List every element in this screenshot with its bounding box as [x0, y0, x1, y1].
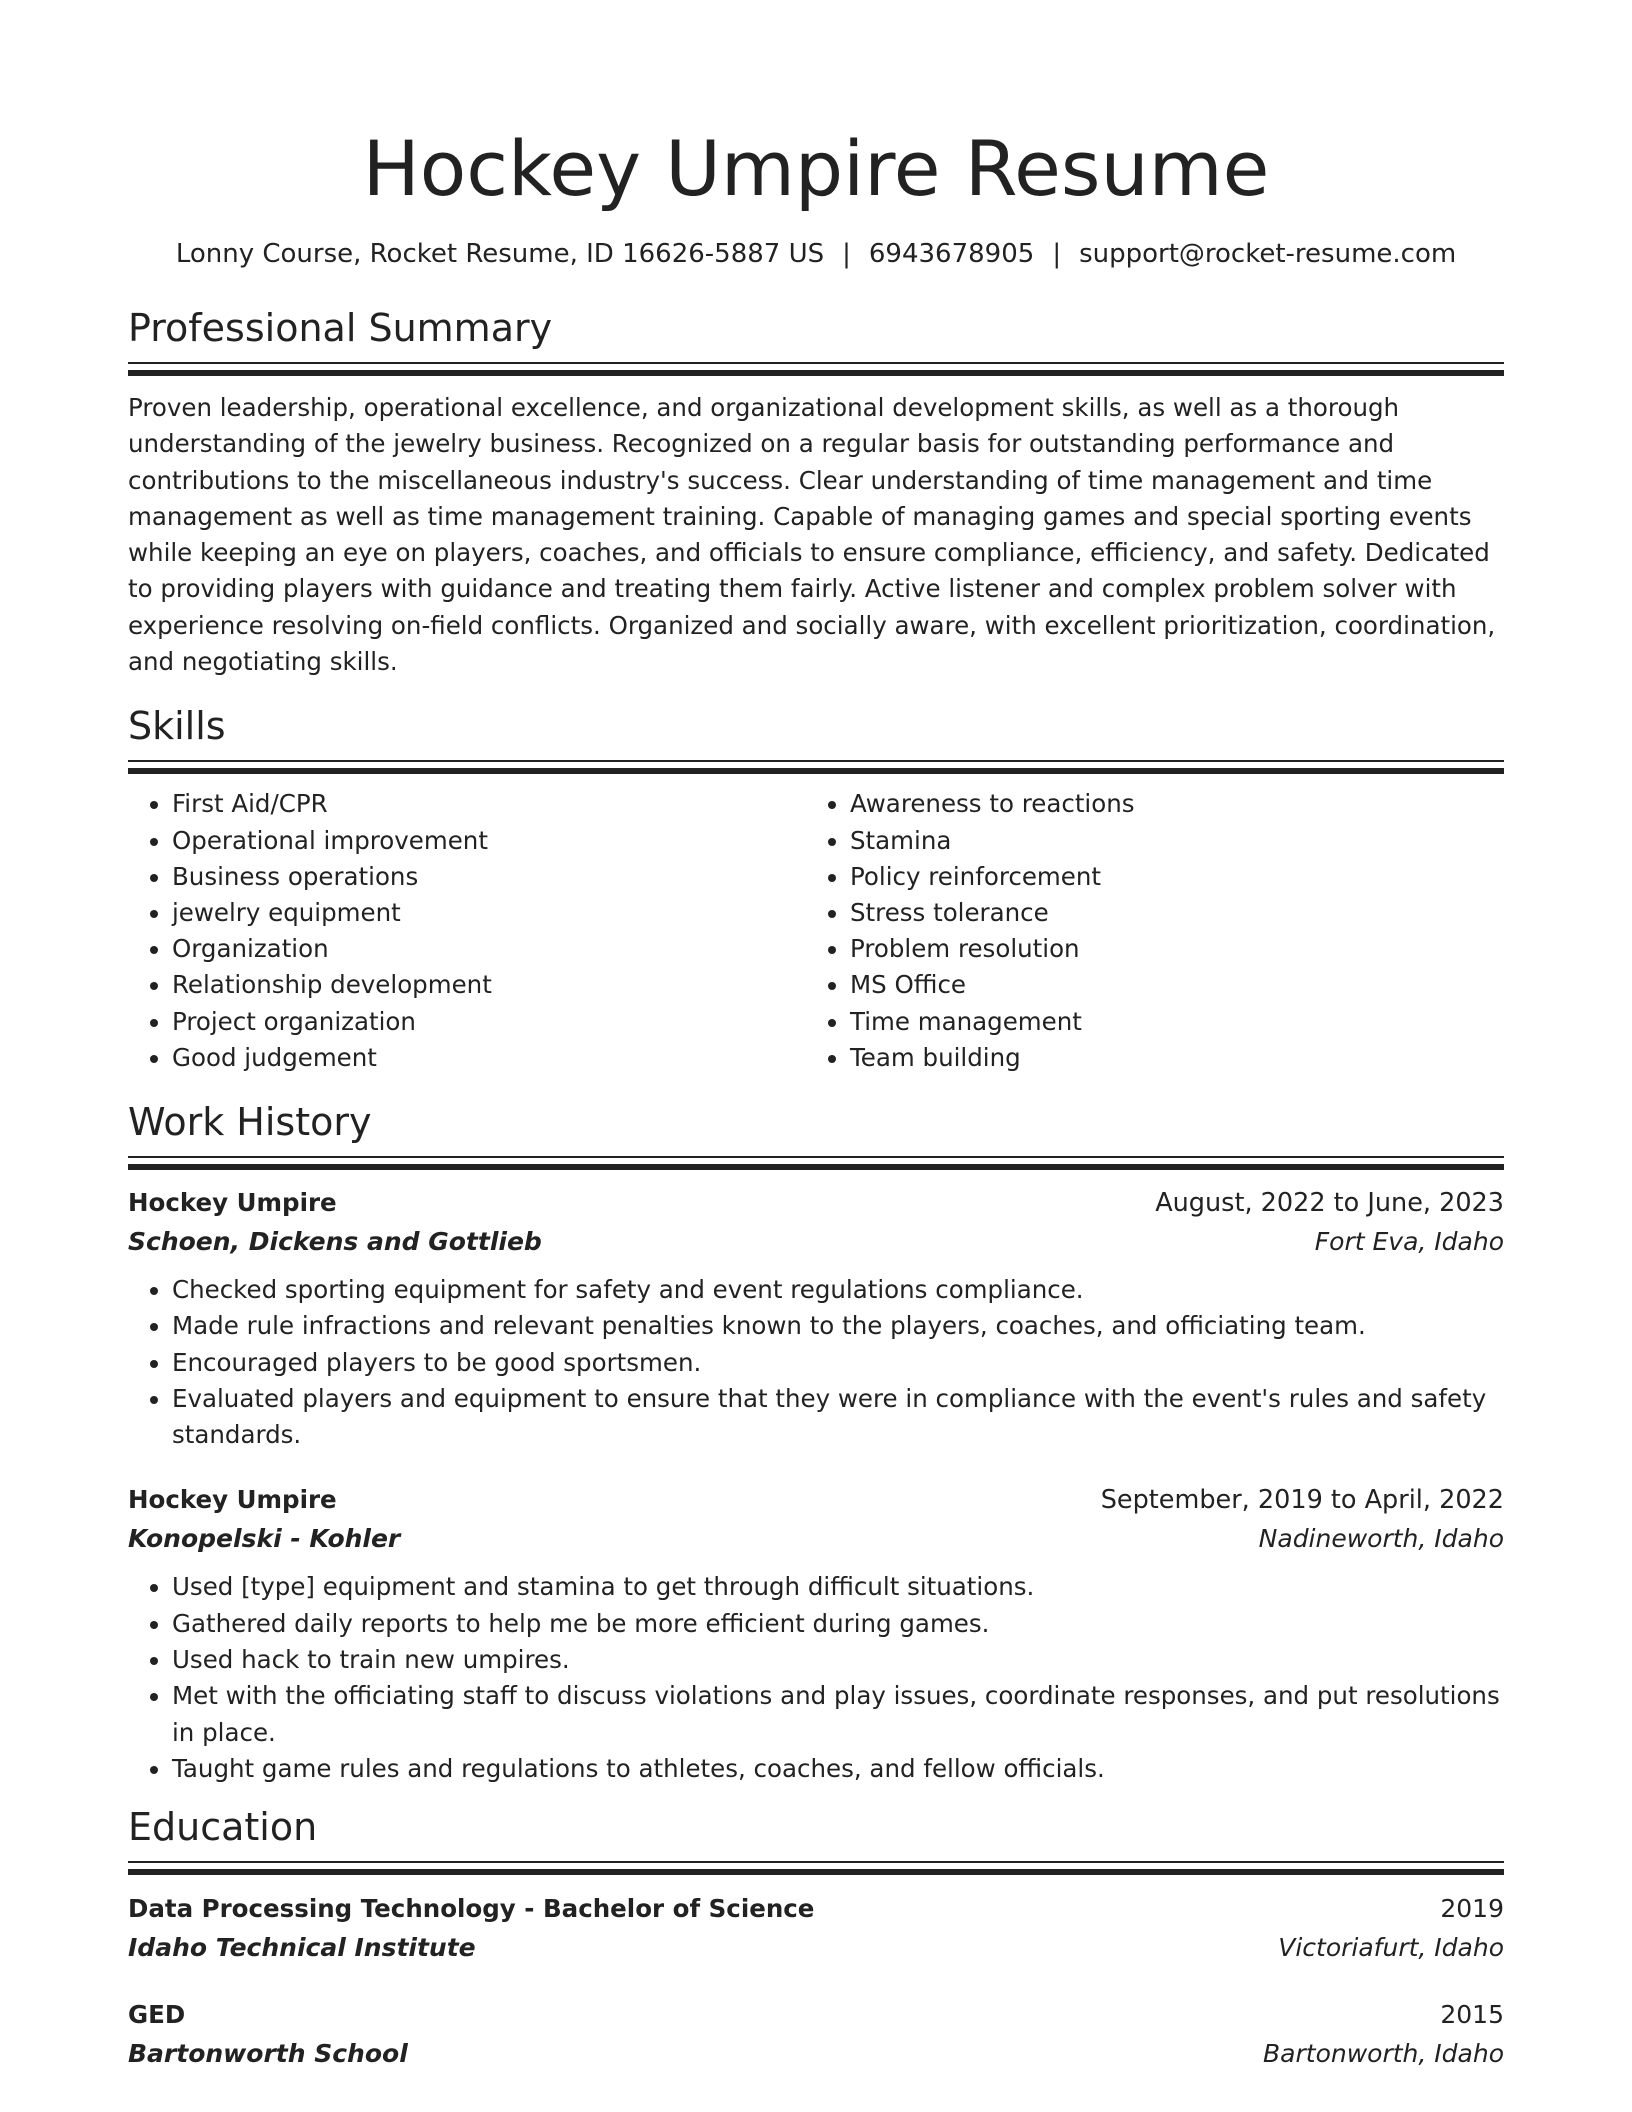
job-bullet: • Made rule infractions and relevant penalties known to the players, coaches, and officiating team. — [172, 1308, 1504, 1344]
skill-item: • Relationship development — [172, 967, 806, 1003]
job-bullet: • Met with the officiating staff to discuss violations and play issues, coordinate responses, and put resolutions in place. — [172, 1678, 1504, 1751]
contact-separator: | — [1052, 239, 1062, 269]
contact-phone: 6943678905 — [868, 239, 1035, 269]
job-location: Nadineworth, Idaho — [1258, 1524, 1504, 1554]
job-entry — [128, 1481, 1504, 1787]
skill-item: • Team building — [850, 1040, 1484, 1076]
job-subheader — [128, 1519, 1504, 1559]
job-company: Schoen, Dickens and Gottlieb — [128, 1227, 542, 1256]
skill-item: • MS Office — [850, 967, 1484, 1003]
job-bullets — [128, 1569, 1504, 1787]
contact-separator: | — [842, 239, 851, 269]
education-subheader — [128, 2035, 1504, 2073]
work-heading: Work History — [128, 1100, 372, 1144]
job-location: Fort Eva, Idaho — [1314, 1227, 1504, 1256]
skill-item: • Good judgement — [172, 1040, 806, 1076]
education-degree: Data Processing Technology - Bachelor of Science — [128, 1894, 815, 1924]
education-header — [128, 1889, 1504, 1929]
work-section — [128, 1098, 1504, 1787]
job-title: Hockey Umpire — [128, 1485, 337, 1515]
job-bullet: • Used hack to train new umpires. — [172, 1642, 1504, 1678]
job-bullet: • Encouraged players to be good sportsmen. — [172, 1345, 1504, 1381]
skills-column-right — [806, 786, 1484, 1076]
education-location: Bartonworth, Idaho — [1263, 2039, 1504, 2069]
education-header — [128, 1995, 1504, 2035]
education-degree: GED — [128, 2000, 186, 2030]
education-list — [128, 1889, 1504, 2073]
skill-item: • Operational improvement — [172, 823, 806, 859]
section-divider — [128, 362, 1504, 376]
job-bullet: • Gathered daily reports to help me be more efficient during games. — [172, 1606, 1504, 1642]
job-bullet: • Checked sporting equipment for safety and event regulations compliance. — [172, 1272, 1504, 1308]
skill-item: • Policy reinforcement — [850, 859, 1484, 895]
resume-page — [128, 0, 1504, 2073]
skill-item: • Stamina — [850, 823, 1484, 859]
section-divider — [128, 1861, 1504, 1875]
skill-item: • Awareness to reactions — [850, 786, 1484, 822]
skill-item: • Business operations — [172, 859, 806, 895]
skill-item: • Time management — [850, 1004, 1484, 1040]
contact-line — [128, 236, 1504, 272]
job-dates: August, 2022 to June, 2023 — [1155, 1188, 1504, 1218]
skill-item: • Organization — [172, 931, 806, 967]
job-bullet: • Used [type] equipment and stamina to get through difficult situations. — [172, 1569, 1504, 1605]
job-bullet: • Evaluated players and equipment to ensure that they were in compliance with the event's rules and safety standards. — [172, 1381, 1504, 1454]
skill-item: • First Aid/CPR — [172, 786, 806, 822]
resume-title: Hockey Umpire Resume — [362, 124, 1270, 213]
education-location: Victoriafurt, Idaho — [1278, 1933, 1504, 1963]
education-subheader — [128, 1929, 1504, 1967]
education-heading: Education — [128, 1805, 318, 1850]
skills-heading: Skills — [128, 704, 226, 749]
summary-section — [128, 304, 1504, 680]
education-entry — [128, 1995, 1504, 2073]
education-entry — [128, 1889, 1504, 1967]
summary-text: Proven leadership, operational excellence, and organizational development skills, as well as a thorough understanding of the jewelry business. Recognized on a regular basis for outstanding performance and contributions to the miscellaneous industry's success. Clear understanding of time management and time management as well as time management training. Capable of managing games and special sporting events while keeping an eye on players, coaches, and officials to ensure compliance, efficiency, and safety. Dedicated to providing players with guidance and treating them fairly. Active listener and complex problem solver with experience resolving on-field conflicts. Organized and socially aware, with excellent prioritization, coordination, and negotiating skills. — [128, 393, 1496, 677]
job-header — [128, 1481, 1504, 1519]
skill-item: • jewelry equipment — [172, 895, 806, 931]
education-section — [128, 1803, 1504, 2073]
job-header — [128, 1184, 1504, 1222]
education-year: 2019 — [1440, 1894, 1504, 1924]
job-dates: September, 2019 to April, 2022 — [1100, 1485, 1504, 1516]
section-divider — [128, 760, 1504, 774]
education-school: Idaho Technical Institute — [128, 1933, 476, 1963]
contact-address: Lonny Course, Rocket Resume, ID 16626-5887 US — [175, 239, 825, 269]
job-subheader — [128, 1222, 1504, 1262]
job-bullet: • Taught game rules and regulations to athletes, coaches, and fellow officials. — [172, 1751, 1504, 1787]
skills-section — [128, 702, 1504, 1076]
job-title: Hockey Umpire — [128, 1188, 337, 1217]
skills-column-left — [128, 786, 806, 1076]
skill-item: • Project organization — [172, 1004, 806, 1040]
skill-item: • Problem resolution — [850, 931, 1484, 967]
job-company: Konopelski - Kohler — [128, 1524, 401, 1554]
summary-heading: Professional Summary — [128, 306, 553, 350]
skills-grid — [128, 786, 1504, 1076]
job-bullets — [128, 1272, 1504, 1453]
section-divider — [128, 1156, 1504, 1170]
jobs-list — [128, 1184, 1504, 1787]
contact-email: support@rocket-resume.com — [1079, 239, 1457, 269]
job-entry — [128, 1184, 1504, 1453]
skill-item: • Stress tolerance — [850, 895, 1484, 931]
education-school: Bartonworth School — [128, 2039, 408, 2069]
education-year: 2015 — [1440, 2000, 1504, 2030]
